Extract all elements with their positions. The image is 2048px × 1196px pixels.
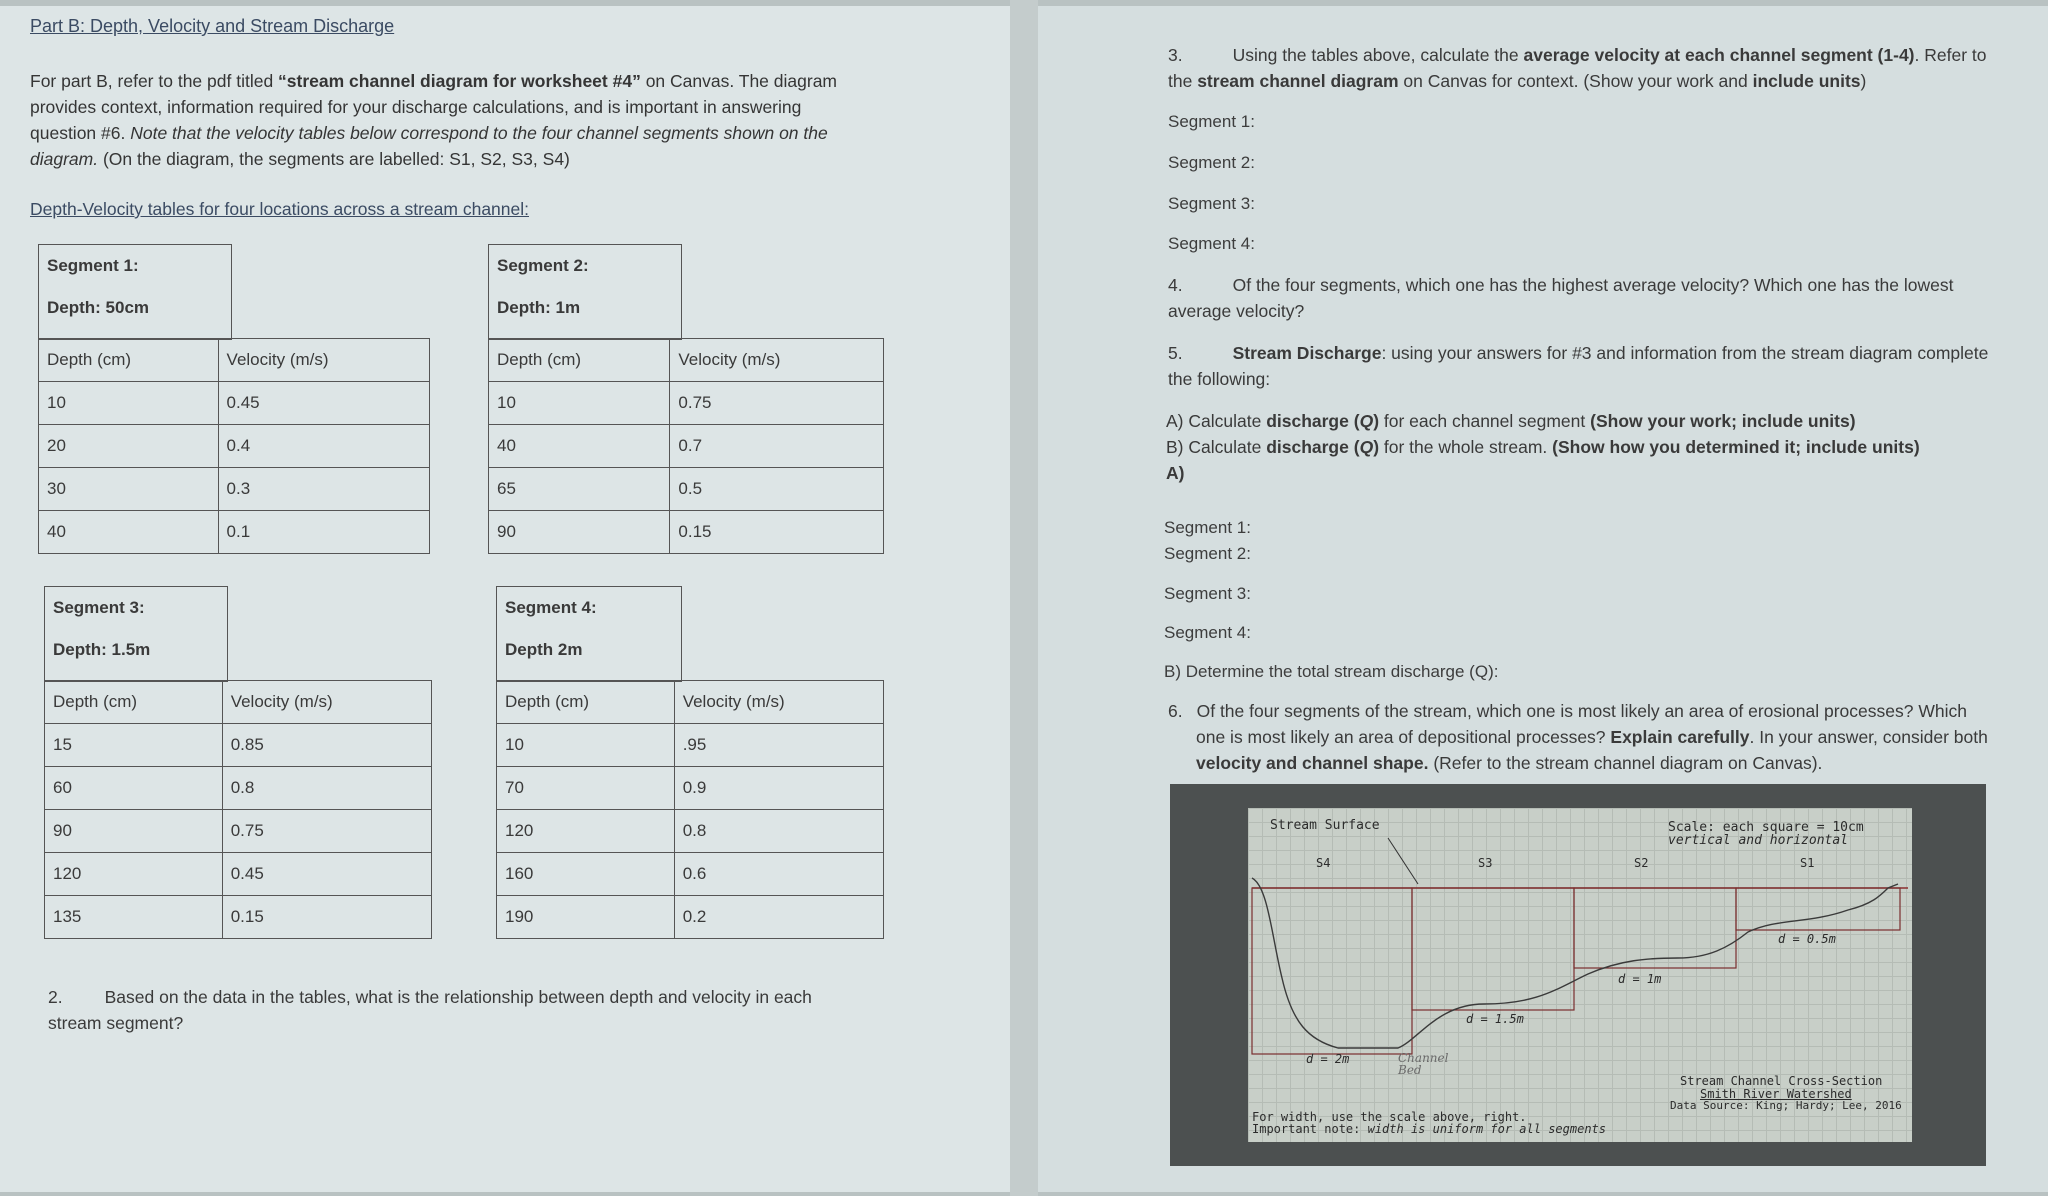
question-text: (Refer to the stream channel diagram on Canvas).: [1428, 753, 1823, 773]
depth-cell: 30: [39, 468, 219, 511]
depth-column-header: Depth (cm): [497, 681, 675, 724]
segment-1-table: [38, 338, 430, 554]
table-row: [45, 810, 432, 853]
question-text: one is most likely an area of depositional processes?: [1196, 727, 1611, 747]
depth-cell: 190: [497, 896, 675, 939]
depth-cell: 10: [39, 382, 219, 425]
channel-bed-profile: [1252, 878, 1898, 1048]
table-row: [497, 896, 884, 939]
question-number: 5.: [1168, 343, 1183, 363]
diagram-important-note: [1252, 1122, 1606, 1136]
question-text: Of the four segments of the stream, which one is most likely an area of erosional processes? Which: [1196, 701, 1967, 721]
intro-text: on Canvas. The diagram: [640, 71, 838, 91]
depth-cell: 40: [39, 511, 219, 554]
question-emphasis: include units: [1752, 71, 1861, 91]
question-emphasis: Q: [1359, 437, 1374, 457]
table-header-row: [497, 681, 884, 724]
depth-cell: 160: [497, 853, 675, 896]
question-number: 6.: [1168, 701, 1183, 721]
page-gutter: [1010, 0, 1038, 1196]
velocity-cell: 0.2: [674, 896, 883, 939]
velocity-cell: 0.45: [222, 853, 431, 896]
question-text: the following:: [1168, 369, 1271, 389]
segment-3-table: [44, 680, 432, 939]
tables-heading: Depth-Velocity tables for four locations across a stream channel:: [30, 199, 529, 219]
table-row: [45, 896, 432, 939]
depth-cell: 40: [489, 425, 670, 468]
question-text: stream segment?: [48, 1013, 184, 1033]
velocity-cell: 0.4: [218, 425, 429, 468]
table-row: [45, 767, 432, 810]
velocity-cell: 0.7: [670, 425, 884, 468]
question-emphasis: velocity and channel shape.: [1196, 753, 1429, 773]
question-text: B) Calculate: [1166, 437, 1267, 457]
question-emphasis: (Show your work; include units): [1590, 411, 1856, 431]
table-row: [489, 511, 884, 554]
segment-2-box: [1574, 888, 1736, 968]
depth-cell: 20: [39, 425, 219, 468]
velocity-cell: 0.85: [222, 724, 431, 767]
question-emphasis: (Show how you determined it; include units): [1552, 437, 1920, 457]
table-row: [497, 724, 884, 767]
segment-depth: Depth: 50cm: [47, 298, 150, 317]
question-text: . Refer to: [1914, 45, 1987, 65]
s1-label: S1: [1800, 856, 1815, 870]
question-text: : using your answers for #3 and information from the stream diagram complete: [1381, 343, 1989, 363]
note-emphasis: width is uniform for all segments: [1367, 1122, 1607, 1136]
intro-note: Note that the velocity tables below correspond to the four channel segments shown on the: [130, 123, 828, 143]
diagram-caption-title: Stream Channel Cross-Section: [1680, 1074, 1883, 1088]
segment-2-table: [488, 338, 884, 554]
question-number: 3.: [1168, 45, 1183, 65]
q3-segment-2-answer[interactable]: Segment 2:: [1168, 153, 1255, 172]
table-row: [39, 382, 430, 425]
question-text: Of the four segments, which one has the highest average velocity? Which one has the lowest: [1232, 275, 1954, 295]
diagram-caption-source: Data Source: King; Hardy; Lee, 2016: [1670, 1099, 1902, 1112]
question-number: 2.: [48, 987, 63, 1007]
question-text: . In your answer, consider both: [1749, 727, 1988, 747]
depth-cell: 15: [45, 724, 223, 767]
q3-segment-3-answer[interactable]: Segment 3:: [1168, 194, 1255, 213]
depth-cell: 10: [489, 382, 670, 425]
q5-segment-4-answer[interactable]: Segment 4:: [1164, 623, 1251, 642]
table-header-row: [39, 339, 430, 382]
depth-cell: 90: [45, 810, 223, 853]
question-emphasis: average velocity at each channel segment (1-4): [1523, 45, 1915, 65]
q3-segment-4-answer[interactable]: Segment 4:: [1168, 234, 1255, 253]
segment-2-header: [488, 244, 682, 340]
s3-label: S3: [1478, 856, 1493, 870]
question-emphasis: Q: [1359, 411, 1374, 431]
segment-4-table: [496, 680, 884, 939]
stream-surface-pointer: [1388, 838, 1418, 884]
velocity-cell: .95: [674, 724, 883, 767]
q3-segment-1-answer[interactable]: Segment 1:: [1168, 112, 1255, 131]
table-row: [489, 468, 884, 511]
table-row: [497, 810, 884, 853]
segment-label: Segment 4:: [505, 598, 597, 617]
depth-1m-label: d = 1m: [1618, 972, 1662, 986]
question-4: [1168, 272, 2048, 324]
question-text: on Canvas for context. (Show your work and: [1398, 71, 1753, 91]
intro-text: (On the diagram, the segments are labelled: S1, S2, S3, S4): [98, 149, 570, 169]
depth-cell: 65: [489, 468, 670, 511]
velocity-cell: 0.8: [674, 810, 883, 853]
intro-paragraph: [30, 68, 930, 172]
part-b-title: Part B: Depth, Velocity and Stream Discharge: [30, 16, 395, 36]
s4-label: S4: [1316, 856, 1331, 870]
segment-1-box: [1736, 888, 1900, 930]
table-row: [489, 382, 884, 425]
velocity-cell: 0.9: [674, 767, 883, 810]
diagram-caption-watershed: Smith River Watershed: [1700, 1087, 1852, 1101]
question-5: [1168, 340, 2048, 392]
q5-segment-1-answer[interactable]: Segment 1:: [1164, 518, 1251, 537]
segment-depth: Depth 2m: [505, 640, 583, 659]
left-page: [0, 6, 1010, 1192]
question-2: [48, 984, 948, 1036]
question-text: ): [1860, 71, 1867, 91]
depth-column-header: Depth (cm): [489, 339, 670, 382]
stream-surface-label: Stream Surface: [1270, 818, 1380, 833]
intro-pdf-title: “stream channel diagram for worksheet #4”: [278, 71, 641, 91]
intro-note: diagram.: [30, 149, 99, 169]
segment-depth: Depth: 1.5m: [53, 640, 151, 659]
question-number: 4.: [1168, 275, 1183, 295]
question-emphasis: stream channel diagram: [1197, 71, 1399, 91]
velocity-cell: 0.15: [670, 511, 884, 554]
velocity-cell: 0.3: [218, 468, 429, 511]
velocity-column-header: Velocity (m/s): [670, 339, 884, 382]
question-emphasis: ): [1373, 411, 1380, 431]
diagram-grid-paper: [1248, 808, 1912, 1142]
question-emphasis: Explain carefully: [1610, 727, 1750, 747]
segment-label: Segment 3:: [53, 598, 145, 617]
question-5-parts: [1166, 408, 2046, 486]
depth-1-5m-label: d = 1.5m: [1466, 1012, 1524, 1026]
velocity-column-header: Velocity (m/s): [674, 681, 883, 724]
question-3: [1168, 42, 2038, 94]
question-emphasis: ): [1373, 437, 1380, 457]
segment-label: Segment 2:: [497, 256, 589, 275]
depth-cell: 120: [497, 810, 675, 853]
question-text: for the whole stream.: [1379, 437, 1553, 457]
question-text: Based on the data in the tables, what is the relationship between depth and velocity in each: [104, 987, 812, 1007]
depth-column-header: Depth (cm): [45, 681, 223, 724]
question-emphasis: Stream Discharge: [1232, 343, 1382, 363]
scale-label: Scale: each square = 10cm: [1668, 820, 1864, 835]
segment-1-header: [38, 244, 232, 340]
depth-cell: 10: [497, 724, 675, 767]
table-row: [45, 724, 432, 767]
question-6: [1168, 698, 2048, 776]
segment-4-header: [496, 586, 682, 682]
velocity-cell: 0.75: [222, 810, 431, 853]
question-text: average velocity?: [1168, 301, 1305, 321]
intro-text: provides context, information required for your discharge calculations, and is important in answering: [30, 97, 802, 117]
depth-cell: 70: [497, 767, 675, 810]
q5-segment-2-answer[interactable]: Segment 2:: [1164, 544, 1251, 563]
question-text: Using the tables above, calculate the: [1232, 45, 1524, 65]
segment-label: Segment 1:: [47, 256, 139, 275]
velocity-cell: 0.1: [218, 511, 429, 554]
table-row: [489, 425, 884, 468]
scale-label: vertical and horizontal: [1668, 833, 1849, 848]
velocity-cell: 0.6: [674, 853, 883, 896]
channel-bed-label: Channel Bed: [1398, 1051, 1449, 1077]
velocity-column-header: Velocity (m/s): [222, 681, 431, 724]
note-prefix: Important note:: [1252, 1122, 1368, 1136]
question-text: A) Calculate: [1166, 411, 1267, 431]
depth-cell: 90: [489, 511, 670, 554]
velocity-cell: 0.5: [670, 468, 884, 511]
question-text: the: [1168, 71, 1198, 91]
diagram-width-note: For width, use the scale above, right.: [1252, 1110, 1527, 1124]
depth-cell: 120: [45, 853, 223, 896]
segment-depth: Depth: 1m: [497, 298, 581, 317]
depth-cell: 135: [45, 896, 223, 939]
table-row: [39, 468, 430, 511]
table-row: [39, 425, 430, 468]
segment-3-header: [44, 586, 228, 682]
intro-text: question #6.: [30, 123, 131, 143]
depth-cell: 60: [45, 767, 223, 810]
question-text: for each channel segment: [1379, 411, 1591, 431]
table-row: [497, 767, 884, 810]
s2-label: S2: [1634, 856, 1649, 870]
depth-2m-label: d = 2m: [1306, 1052, 1350, 1066]
depth-column-header: Depth (cm): [39, 339, 219, 382]
velocity-cell: 0.15: [222, 896, 431, 939]
table-row: [45, 853, 432, 896]
velocity-column-header: Velocity (m/s): [218, 339, 429, 382]
depth-0-5m-label: d = 0.5m: [1778, 932, 1836, 946]
segment-4-box: [1252, 888, 1412, 1054]
q5b-total-discharge[interactable]: B) Determine the total stream discharge (Q):: [1164, 662, 1499, 681]
question-emphasis: discharge (: [1266, 411, 1360, 431]
table-row: [39, 511, 430, 554]
table-row: [497, 853, 884, 896]
table-header-row: [489, 339, 884, 382]
question-emphasis: discharge (: [1266, 437, 1360, 457]
q5-segment-3-answer[interactable]: Segment 3:: [1164, 584, 1251, 603]
intro-text: For part B, refer to the pdf titled: [30, 71, 279, 91]
velocity-cell: 0.45: [218, 382, 429, 425]
part-a-label: A): [1166, 463, 1185, 483]
velocity-cell: 0.8: [222, 767, 431, 810]
stream-channel-diagram: [1170, 784, 1986, 1166]
table-header-row: [45, 681, 432, 724]
velocity-cell: 0.75: [670, 382, 884, 425]
